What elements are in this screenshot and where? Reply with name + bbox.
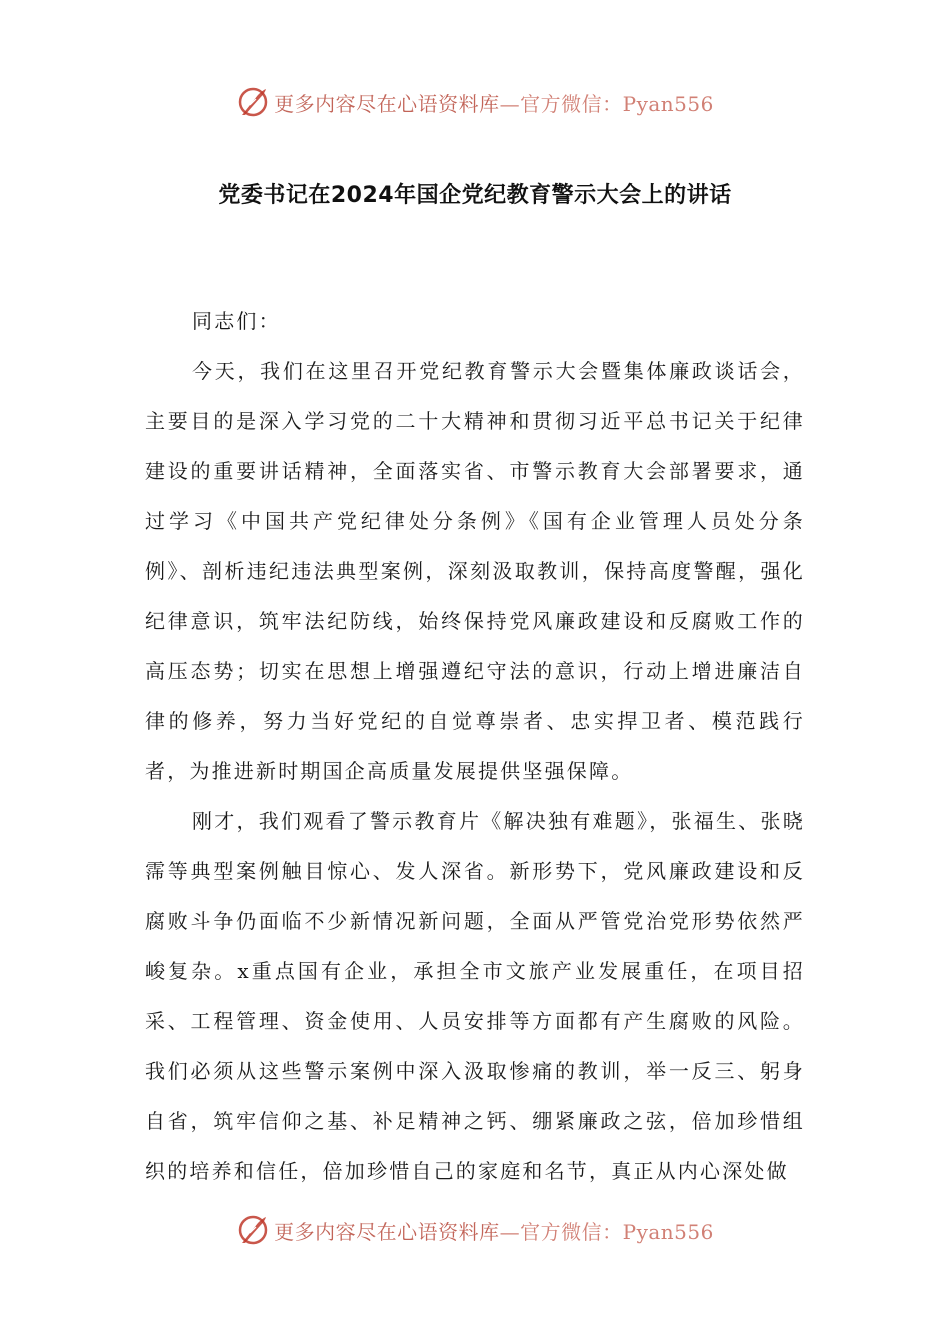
banner-wechat: —官方微信：Pyan556 <box>499 1219 714 1244</box>
paragraph-1: 今天，我们在这里召开党纪教育警示大会暨集体廉政谈话会，主要目的是深入学习党的二十大精神和贯彻习近平总书记关于纪律建设的重要讲话精神，全面落实省、市警示教育大会部署要求，通过学习《中国共产党纪律处分条例》《国有企业管理人员处分条例》、剖析违纪违法典型案例，深刻汲取教训，保持高度警醒，强化纪律意识，筑牢法纪防线，始终保持党风廉政建设和反腐败工作的高压态势；切实在思想上增强遵纪守法的意识，行动上增进廉洁自律的修养，努力当好党纪的自觉尊崇者、忠实捍卫者、模范践行者，为推进新时期国企高质量发展提供坚强保障。 <box>145 359 805 783</box>
footer-watermark-banner <box>0 1210 950 1250</box>
banner-text <box>274 1216 714 1245</box>
quill-pen-logo-icon <box>236 1213 270 1247</box>
banner-wechat: —官方微信：Pyan556 <box>499 91 714 116</box>
banner-site-name: 更多内容尽在心语资料库 <box>274 91 500 116</box>
document-title: 党委书记在2024年国企党纪教育警示大会上的讲话 <box>218 183 732 208</box>
document-body <box>145 296 805 1196</box>
header-watermark-banner <box>0 82 950 122</box>
salutation: 同志们： <box>192 309 281 333</box>
banner-site-name: 更多内容尽在心语资料库 <box>274 1219 500 1244</box>
banner-text <box>274 88 714 117</box>
quill-pen-logo-icon <box>236 85 270 119</box>
paragraph-2: 刚才，我们观看了警示教育片《解决独有难题》，张福生、张晓霈等典型案例触目惊心、发人深省。新形势下，党风廉政建设和反腐败斗争仍面临不少新情况新问题，全面从严管党治党形势依然严峻复杂。x重点国有企业，承担全市文旅产业发展重任，在项目招采、工程管理、资金使用、人员安排等方面都有产生腐败的风险。我们必须从这些警示案例中深入汲取惨痛的教训，举一反三、躬身自省，筑牢信仰之基、补足精神之钙、绷紧廉政之弦，倍加珍惜组织的培养和信任，倍加珍惜自己的家庭和名节，真正从内心深处做 <box>145 809 805 1183</box>
